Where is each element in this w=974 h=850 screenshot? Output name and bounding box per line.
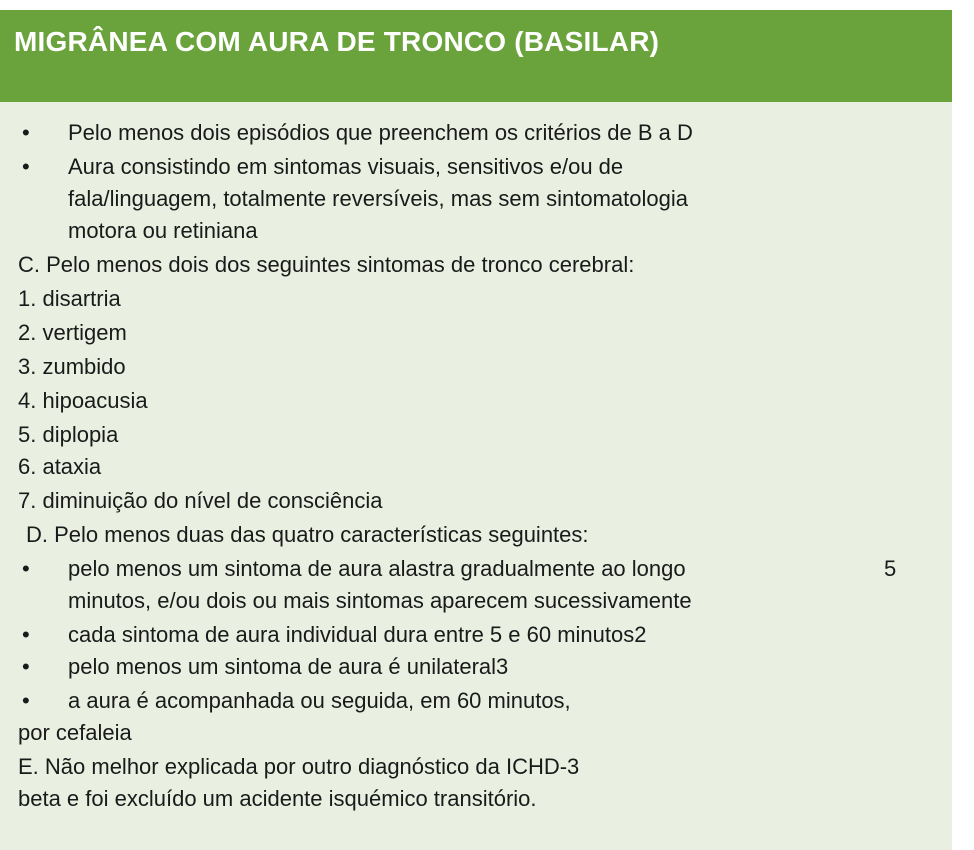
criterion-e-line-1: E. Não melhor explicada por outro diagnóstico da ICHD-3 xyxy=(18,754,580,779)
symptom-item: 1. disartria xyxy=(18,286,121,311)
bullet-marker: • xyxy=(22,556,30,581)
criterion-d-heading: D. Pelo menos duas das quatro características seguintes: xyxy=(26,522,589,547)
criterion-b-line-3: motora ou retiniana xyxy=(68,218,258,243)
bullet-marker: • xyxy=(22,120,30,145)
criterion-e-line-2: beta e foi excluído um acidente isquémico transitório. xyxy=(18,786,537,811)
criterion-b-line-2: fala/linguagem, totalmente reversíveis, mas sem sintomatologia xyxy=(68,186,688,211)
d-item-1-line-2: minutos, e/ou dois ou mais sintomas aparecem sucessivamente xyxy=(68,588,692,613)
criterion-c-heading: C. Pelo menos dois dos seguintes sintomas de tronco cerebral: xyxy=(18,252,635,277)
page-title: MIGRÂNEA COM AURA DE TRONCO (BASILAR) xyxy=(14,26,660,57)
d-item-2: cada sintoma de aura individual dura entre 5 e 60 minutos2 xyxy=(68,622,647,647)
bullet-marker: • xyxy=(22,654,30,679)
symptom-item: 2. vertigem xyxy=(18,320,127,345)
symptom-item: 4. hipoacusia xyxy=(18,388,148,413)
d-item-1-line-1: pelo menos um sintoma de aura alastra gradualmente ao longo xyxy=(68,556,686,581)
symptom-item: 7. diminuição do nível de consciência xyxy=(18,488,383,513)
header-banner xyxy=(0,10,952,102)
criterion-a-text: Pelo menos dois episódios que preenchem os critérios de B a D xyxy=(68,120,693,145)
symptom-item: 5. diplopia xyxy=(18,422,119,447)
bullet-marker: • xyxy=(22,622,30,647)
symptom-item: 3. zumbido xyxy=(18,354,126,379)
criterion-b-line-1: Aura consistindo em sintomas visuais, sensitivos e/ou de xyxy=(68,154,624,179)
bullet-marker: • xyxy=(22,154,30,179)
bullet-marker: • xyxy=(22,688,30,713)
symptom-item: 6. ataxia xyxy=(18,454,102,479)
criteria-body xyxy=(0,102,952,850)
d-item-1-number: 5 xyxy=(884,556,897,581)
d-item-4-line-2: por cefaleia xyxy=(18,720,132,745)
d-item-3: pelo menos um sintoma de aura é unilateral3 xyxy=(68,654,509,679)
d-item-4-line-1: a aura é acompanhada ou seguida, em 60 minutos, xyxy=(68,688,571,713)
